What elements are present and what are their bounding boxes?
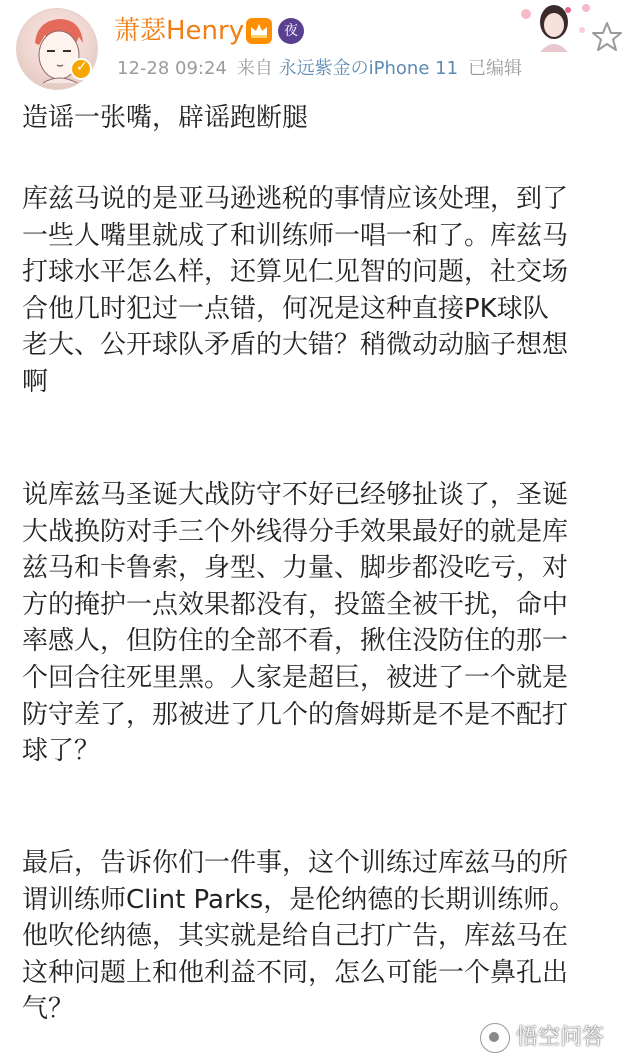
- night-badge[interactable]: 夜: [278, 18, 304, 44]
- text-line: 最后，告诉你们一件事，这个训练过库兹马的所: [22, 848, 569, 878]
- text-line: 说库兹马圣诞大战防守不好已经够扯谈了，圣诞: [22, 480, 569, 510]
- text-line: 一些人嘴里就成了和训练师一唱一和了。库兹马: [22, 220, 569, 251]
- text-line: 防守差了，那被进了几个的詹姆斯是不是不配打: [22, 699, 569, 730]
- post-meta: [117, 57, 522, 81]
- text-line: 造谣一张嘴，辟谣跑断腿: [22, 103, 309, 133]
- watermark-logo-icon: [480, 1023, 510, 1053]
- text-line: 气？: [22, 994, 75, 1025]
- verified-badge-icon: ✓: [70, 58, 92, 80]
- text-line: 球了？: [22, 736, 101, 767]
- text-line: 方的掩护一点效果都没有，投篮全被干扰，命中: [22, 589, 569, 620]
- text-line: 率感人，但防住的全部不看，揪住没防住的那一: [22, 626, 569, 657]
- text-line: 啊: [22, 366, 49, 397]
- text-line: 谓训练师Clint Parks，是伦纳德的长期训练师。: [22, 884, 576, 915]
- post-time: 12-28 09:24: [117, 58, 227, 79]
- text-line: 这种问题上和他利益不同，怎么可能一个鼻孔出: [22, 957, 569, 988]
- text-line: 大战换防对手三个外线得分手效果最好的就是库: [22, 516, 569, 547]
- source-prefix: 来自: [236, 58, 273, 79]
- profile-decoration-icon: [516, 0, 594, 52]
- text-line: 他吹伦纳德，其实就是给自己打广告，库兹马在: [22, 921, 569, 952]
- text-line: 老大、公开球队矛盾的大错？稍微动动脑子想想: [22, 330, 569, 361]
- paragraph-3: [22, 477, 622, 770]
- text-line: 个回合往死里黑。人家是超巨，被进了一个就是: [22, 662, 569, 693]
- edited-label: 已编辑: [468, 58, 523, 79]
- post-header: [0, 0, 641, 96]
- watermark-text: 悟空问答: [516, 1025, 605, 1050]
- text-line: 库兹马说的是亚马逊逃税的事情应该处理，到了: [22, 184, 569, 214]
- text-line: 合他几时犯过一点错，何况是这种直接PK球队: [22, 293, 549, 324]
- post-source[interactable]: 永远紫金のiPhone 11: [278, 58, 459, 79]
- text-line: 打球水平怎么样，还算见仁见智的问题，社交场: [22, 257, 569, 288]
- text-line: 兹马和卡鲁索，身型、力量、脚步都没吃亏，对: [22, 553, 569, 584]
- crown-icon[interactable]: [246, 18, 272, 44]
- paragraph-1: [22, 100, 308, 137]
- paragraph-4: [22, 845, 622, 1028]
- paragraph-2: [22, 181, 622, 401]
- watermark: [480, 1020, 604, 1056]
- star-icon[interactable]: [590, 20, 624, 54]
- author-name[interactable]: 萧瑟Henry: [114, 16, 245, 46]
